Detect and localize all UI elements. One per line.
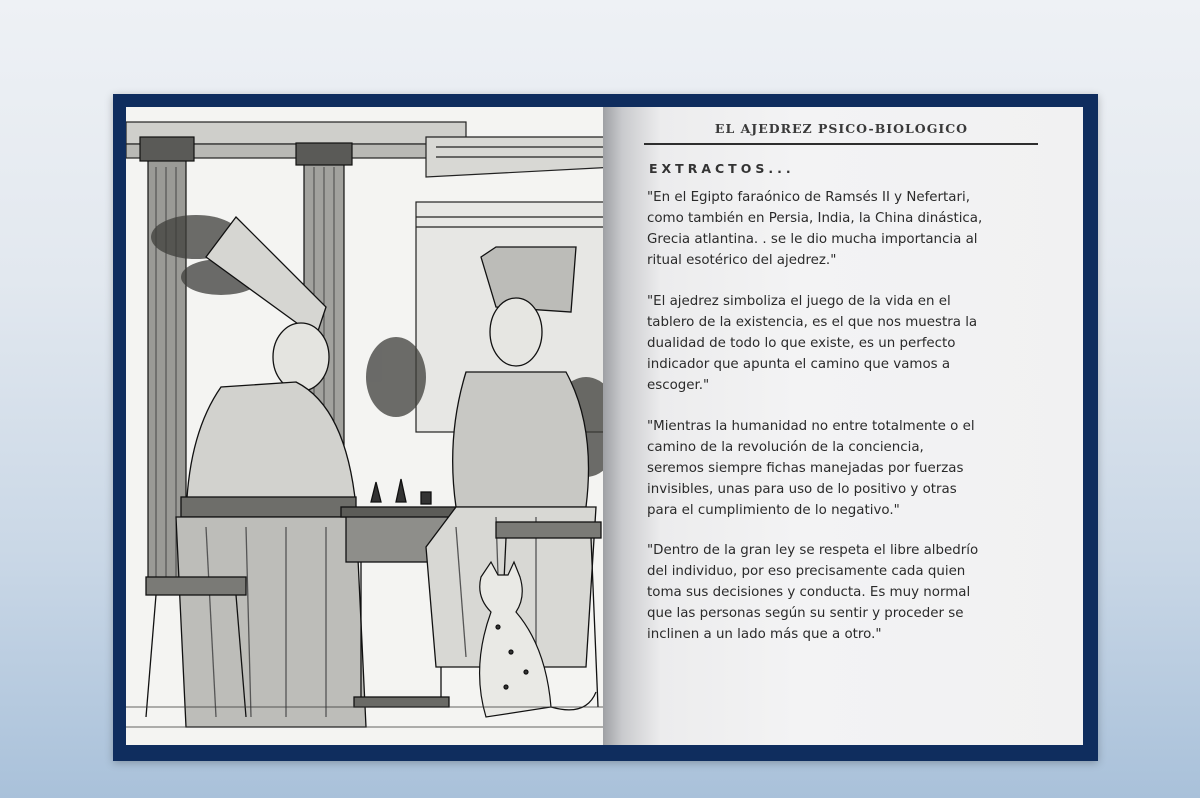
engraving-image (126, 107, 616, 745)
quote-paragraph: "Mientras la humanidad no entre totalmente o el camino de la revolución de la conciencia, seremos siempre fichas manejadas por fuerzas invisibles, unas para uso de lo positivo y otras para el cumplimiento de lo negativo." (647, 419, 975, 518)
quote-paragraph: "El ajedrez simboliza el juego de la vida en el tablero de la existencia, es el que nos muestra la dualidad de todo lo que existe, es un perfecto indicador que apunta el camino que vamos a escoger." (647, 294, 978, 393)
header-divider (644, 143, 1038, 145)
section-heading: EXTRACTOS... (649, 161, 795, 176)
quote-paragraph: "Dentro de la gran ley se respeta el libre albedrío del individuo, por eso precisamente cada quien toma sus decisiones y conducta. Es muy normal que las personas según su sentir y proceder se inclinen a un lado más que a otro." (647, 543, 979, 642)
quote-paragraph: "En el Egipto faraónico de Ramsés II y Nefertari, como también en Persia, India, la China dinástica, Grecia atlantina. . se le dio mucha importancia al ritual esotérico del ajedrez." (647, 190, 983, 268)
header-title: EL AJEDREZ PSICO-BIOLOGICO (714, 121, 969, 136)
text-page (603, 107, 1083, 745)
illustration-egyptian-chess-players (126, 107, 616, 745)
page-frame (113, 94, 1098, 761)
